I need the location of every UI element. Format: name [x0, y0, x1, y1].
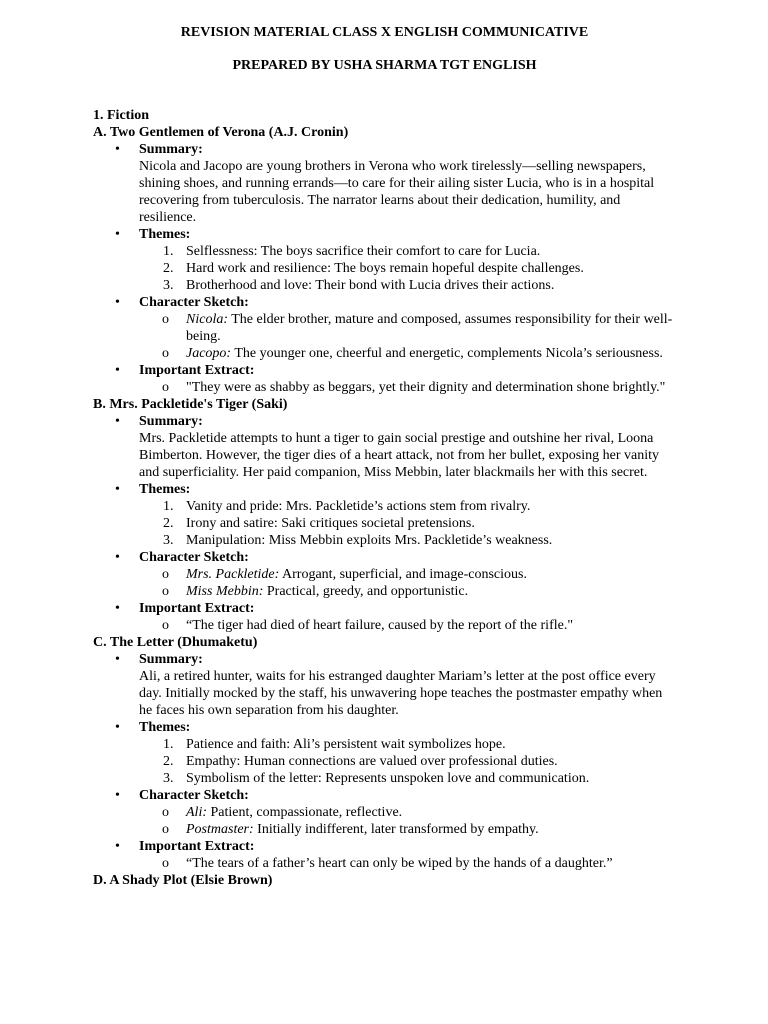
- story-heading: B. Mrs. Packletide's Tiger (Saki): [93, 397, 288, 412]
- character-desc: Initially indifferent, later transformed by empathy.: [253, 822, 539, 837]
- theme-item: 3. Brotherhood and love: Their bond with Lucia drives their actions.: [163, 278, 555, 293]
- character-bullet: [93, 787, 676, 804]
- themes-bullet: [93, 226, 676, 243]
- theme-text: Brotherhood and love: Their bond with Lucia drives their actions.: [186, 278, 555, 293]
- theme-text: Irony and satire: Saki critiques societal pretensions.: [186, 516, 475, 531]
- extract-text: o “The tears of a father’s heart can only be wiped by the hands of a daughter.”: [93, 855, 676, 872]
- character-label: Character Sketch:: [139, 295, 249, 310]
- themes-label: Themes:: [139, 482, 191, 497]
- character-name: Jacopo:: [186, 346, 232, 361]
- character-item: [93, 804, 676, 821]
- character-bullet: [93, 549, 676, 566]
- character-item: [93, 311, 676, 345]
- character-item: [93, 566, 676, 583]
- summary-bullet: [93, 413, 676, 430]
- theme-text: Manipulation: Miss Mebbin exploits Mrs. Packletide’s weakness.: [186, 533, 553, 548]
- themes-label: Themes:: [139, 227, 191, 242]
- theme-item: 1. Vanity and pride: Mrs. Packletide’s actions stem from rivalry.: [163, 499, 531, 514]
- summary-bullet: [93, 651, 676, 668]
- theme-item: 2. Hard work and resilience: The boys remain hopeful despite challenges.: [163, 261, 584, 276]
- story-c: [93, 634, 676, 872]
- extract-label: Important Extract:: [139, 363, 255, 378]
- extract-label: Important Extract:: [139, 839, 255, 854]
- story-heading: C. The Letter (Dhumaketu): [93, 635, 258, 650]
- theme-item: 3. Manipulation: Miss Mebbin exploits Mrs. Packletide’s weakness.: [163, 533, 553, 548]
- summary-bullet: [93, 141, 676, 158]
- theme-item: 2. Irony and satire: Saki critiques societal pretensions.: [163, 516, 475, 531]
- character-desc: Patient, compassionate, reflective.: [207, 805, 403, 820]
- extract-bullet: [93, 838, 676, 855]
- character-label: Character Sketch:: [139, 788, 249, 803]
- summary-text: Ali, a retired hunter, waits for his estranged daughter Mariam’s letter at the post office every day. Initially mocked by the staff, his unwavering hope teaches the postmaster empathy when he faces his own separation from his daughter.: [139, 669, 663, 718]
- theme-text: Hard work and resilience: The boys remain hopeful despite challenges.: [186, 261, 584, 276]
- themes-bullet: [93, 481, 676, 498]
- themes-bullet: [93, 719, 676, 736]
- theme-text: Vanity and pride: Mrs. Packletide’s actions stem from rivalry.: [186, 499, 531, 514]
- character-name: Mrs. Packletide:: [186, 567, 280, 582]
- theme-text: Empathy: Human connections are valued over professional duties.: [186, 754, 558, 769]
- character-desc: The elder brother, mature and composed, assumes responsibility for their well-being.: [186, 312, 673, 344]
- theme-item: 3. Symbolism of the letter: Represents unspoken love and communication.: [163, 771, 590, 786]
- section-heading: 1. Fiction: [93, 108, 149, 123]
- summary-label: Summary:: [139, 652, 203, 667]
- character-item: [93, 583, 676, 600]
- summary-text: Mrs. Packletide attempts to hunt a tiger to gain social prestige and outshine her rival, Loona Bimberton. However, the tiger dies of a heart attack, not from her bullet, exposing her vanity and superficiality. Her paid companion, Miss Mebbin, later blackmails her with this secret.: [139, 431, 660, 480]
- theme-text: Patience and faith: Ali’s persistent wait symbolizes hope.: [186, 737, 506, 752]
- extract-text: o “The tiger had died of heart failure, caused by the report of the rifle.": [93, 617, 676, 634]
- document-subtitle: PREPARED BY USHA SHARMA TGT ENGLISH: [232, 58, 537, 73]
- character-item: [93, 345, 676, 362]
- character-item: [93, 821, 676, 838]
- story-heading: D. A Shady Plot (Elsie Brown): [93, 873, 273, 888]
- themes-label: Themes:: [139, 720, 191, 735]
- theme-text: Symbolism of the letter: Represents unspoken love and communication.: [186, 771, 590, 786]
- theme-text: Selflessness: The boys sacrifice their comfort to care for Lucia.: [186, 244, 541, 259]
- character-desc: Arrogant, superficial, and image-conscious.: [279, 567, 527, 582]
- extract-label: Important Extract:: [139, 601, 255, 616]
- story-b: [93, 396, 676, 634]
- theme-item: 1. Patience and faith: Ali’s persistent wait symbolizes hope.: [163, 737, 506, 752]
- theme-item: 2. Empathy: Human connections are valued over professional duties.: [163, 754, 558, 769]
- story-heading: A. Two Gentlemen of Verona (A.J. Cronin): [93, 125, 349, 140]
- character-desc: The younger one, cheerful and energetic, complements Nicola’s seriousness.: [231, 346, 663, 361]
- character-desc: Practical, greedy, and opportunistic.: [263, 584, 469, 599]
- summary-label: Summary:: [139, 142, 203, 157]
- summary-text: Nicola and Jacopo are young brothers in Verona who work tirelessly—selling newspapers, shining shoes, and running errands—to care for their ailing sister Lucia, who is in a hospital recovering from tuberculosis. The narrator learns about their dedication, humility, and resilience.: [139, 159, 655, 225]
- character-label: Character Sketch:: [139, 550, 249, 565]
- story-a: [93, 124, 676, 396]
- extract-bullet: [93, 362, 676, 379]
- character-name: Miss Mebbin:: [186, 584, 264, 599]
- character-name: Ali:: [186, 805, 207, 820]
- character-name: Nicola:: [186, 312, 228, 327]
- extract-bullet: [93, 600, 676, 617]
- summary-label: Summary:: [139, 414, 203, 429]
- character-name: Postmaster:: [186, 822, 254, 837]
- story-d: [93, 872, 676, 889]
- document-title: REVISION MATERIAL CLASS X ENGLISH COMMUNICATIVE: [180, 25, 589, 40]
- extract-text: o "They were as shabby as beggars, yet their dignity and determination shone brightly.": [93, 379, 676, 396]
- character-bullet: [93, 294, 676, 311]
- theme-item: 1. Selflessness: The boys sacrifice their comfort to care for Lucia.: [163, 244, 541, 259]
